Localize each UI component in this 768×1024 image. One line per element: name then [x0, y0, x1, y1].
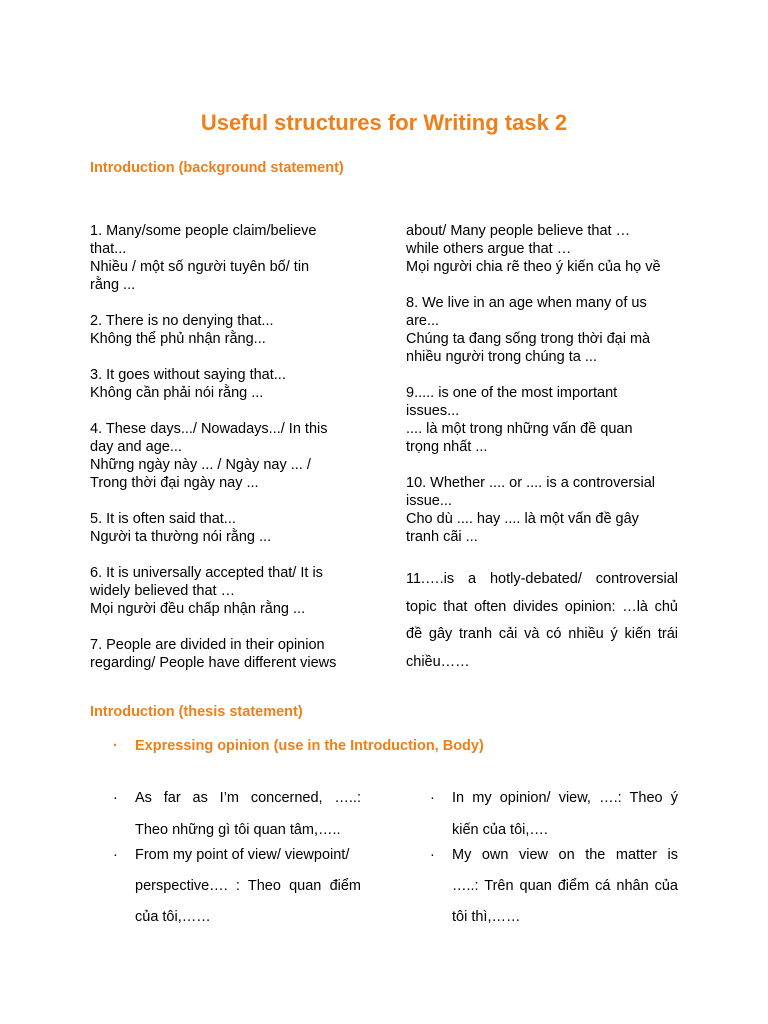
- item-line: Mọi người chia rẽ theo ý kiến của họ về: [406, 259, 661, 275]
- opinion-line: Theo những gì tôi quan tâm,…..: [135, 822, 341, 838]
- page-title: Useful structures for Writing task 2: [200, 110, 568, 135]
- item-line: tranh cãi ...: [406, 529, 478, 545]
- section-heading-background: Introduction (background statement): [90, 160, 344, 176]
- expressing-opinion-heading: [113, 738, 484, 754]
- item-line: while others argue that …: [406, 241, 572, 257]
- right-column: [406, 222, 678, 676]
- item-line: .... là một trong những vấn đề quan: [406, 421, 633, 437]
- opinion-line: perspective…. : Theo quan điểm: [135, 878, 361, 894]
- structure-item-5: [90, 510, 360, 546]
- opinion-line: In my opinion/ view, ….: Theo ý: [452, 790, 678, 806]
- item-line: Trong thời đại ngày nay ...: [90, 475, 259, 491]
- item-line: Mọi người đều chấp nhận rằng ...: [90, 601, 306, 617]
- item-line: Chúng ta đang sống trong thời đại mà: [406, 331, 651, 347]
- item-line: Những ngày này ... / Ngày nay ... /: [90, 457, 311, 473]
- bullet-icon: ·: [113, 847, 118, 863]
- expressing-opinion-label: Expressing opinion (use in the Introduction, Body): [135, 738, 484, 754]
- item-line: widely believed that …: [90, 583, 236, 599]
- structure-item-2: [90, 312, 360, 348]
- opinion-item-4: [430, 840, 678, 933]
- structure-item-11: 11.….is a hotly-debated/ controversial topic that often divides opinion: …là chủ đề gây tranh cải và có nhiều ý kiến trái chiều……: [406, 571, 678, 670]
- item-line: trọng nhất ...: [406, 439, 488, 455]
- opinion-line: My own view on the matter is: [452, 847, 678, 863]
- item-line: issues...: [406, 403, 460, 419]
- opinion-item-1: [113, 782, 361, 846]
- bullet-icon: ·: [430, 847, 435, 863]
- item-line: 3. It goes without saying that...: [90, 367, 286, 383]
- item-line: that...: [90, 241, 127, 257]
- item-line: Người ta thường nói rằng ...: [90, 529, 272, 545]
- item-line: 9..... is one of the most important: [406, 385, 618, 401]
- bullet-icon: ·: [113, 738, 118, 754]
- item-line: about/ Many people believe that …: [406, 223, 631, 239]
- item-line: issue...: [406, 493, 452, 509]
- item-line: regarding/ People have different views: [90, 655, 337, 671]
- opinion-line: …..: Trên quan điểm cá nhân của: [452, 878, 678, 894]
- opinion-line: From my point of view/ viewpoint/: [135, 847, 350, 863]
- item-line: Nhiều / một số người tuyên bố/ tin: [90, 259, 310, 275]
- item-line: 10. Whether .... or .... is a controversial: [406, 475, 656, 491]
- structure-item-6: [90, 564, 360, 618]
- opinion-line: tôi thì,……: [452, 909, 521, 925]
- opinion-item-3: [430, 782, 678, 846]
- bullet-icon: ·: [430, 790, 435, 806]
- item-line: 7. People are divided in their opinion: [90, 637, 325, 653]
- structure-item-4: [90, 420, 360, 492]
- item-line: 4. These days.../ Nowadays.../ In this: [90, 421, 328, 437]
- item-line: day and age...: [90, 439, 182, 455]
- structure-item-7: [90, 636, 360, 672]
- structure-item-1: [90, 222, 360, 294]
- item-line: nhiều người trong chúng ta ...: [406, 349, 597, 365]
- section-heading-thesis: Introduction (thesis statement): [90, 704, 303, 720]
- item-line: Không cần phải nói rằng ...: [90, 385, 264, 401]
- structure-item-7-continued: [406, 222, 678, 276]
- opinion-line: kiến của tôi,….: [452, 822, 548, 838]
- item-line: 8. We live in an age when many of us: [406, 295, 647, 311]
- item-line: 5. It is often said that...: [90, 511, 236, 527]
- item-line: rằng ...: [90, 277, 136, 293]
- structure-item-10: [406, 474, 678, 546]
- left-column: [90, 222, 360, 672]
- structure-item-3: [90, 366, 360, 402]
- bullet-icon: ·: [113, 790, 118, 806]
- item-line: 2. There is no denying that...: [90, 313, 274, 329]
- opinion-line: As far as I’m concerned, …..:: [135, 790, 361, 806]
- opinion-line: của tôi,……: [135, 909, 211, 925]
- item-line: 6. It is universally accepted that/ It is: [90, 565, 323, 581]
- structure-item-9: [406, 384, 678, 456]
- item-line: Cho dù .... hay .... là một vấn đề gây: [406, 511, 639, 527]
- structure-item-8: [406, 294, 678, 366]
- opinion-item-2: [113, 840, 361, 933]
- item-line: are...: [406, 313, 440, 329]
- item-line: Không thể phủ nhận rằng...: [90, 331, 266, 347]
- item-line: 1. Many/some people claim/believe: [90, 223, 317, 239]
